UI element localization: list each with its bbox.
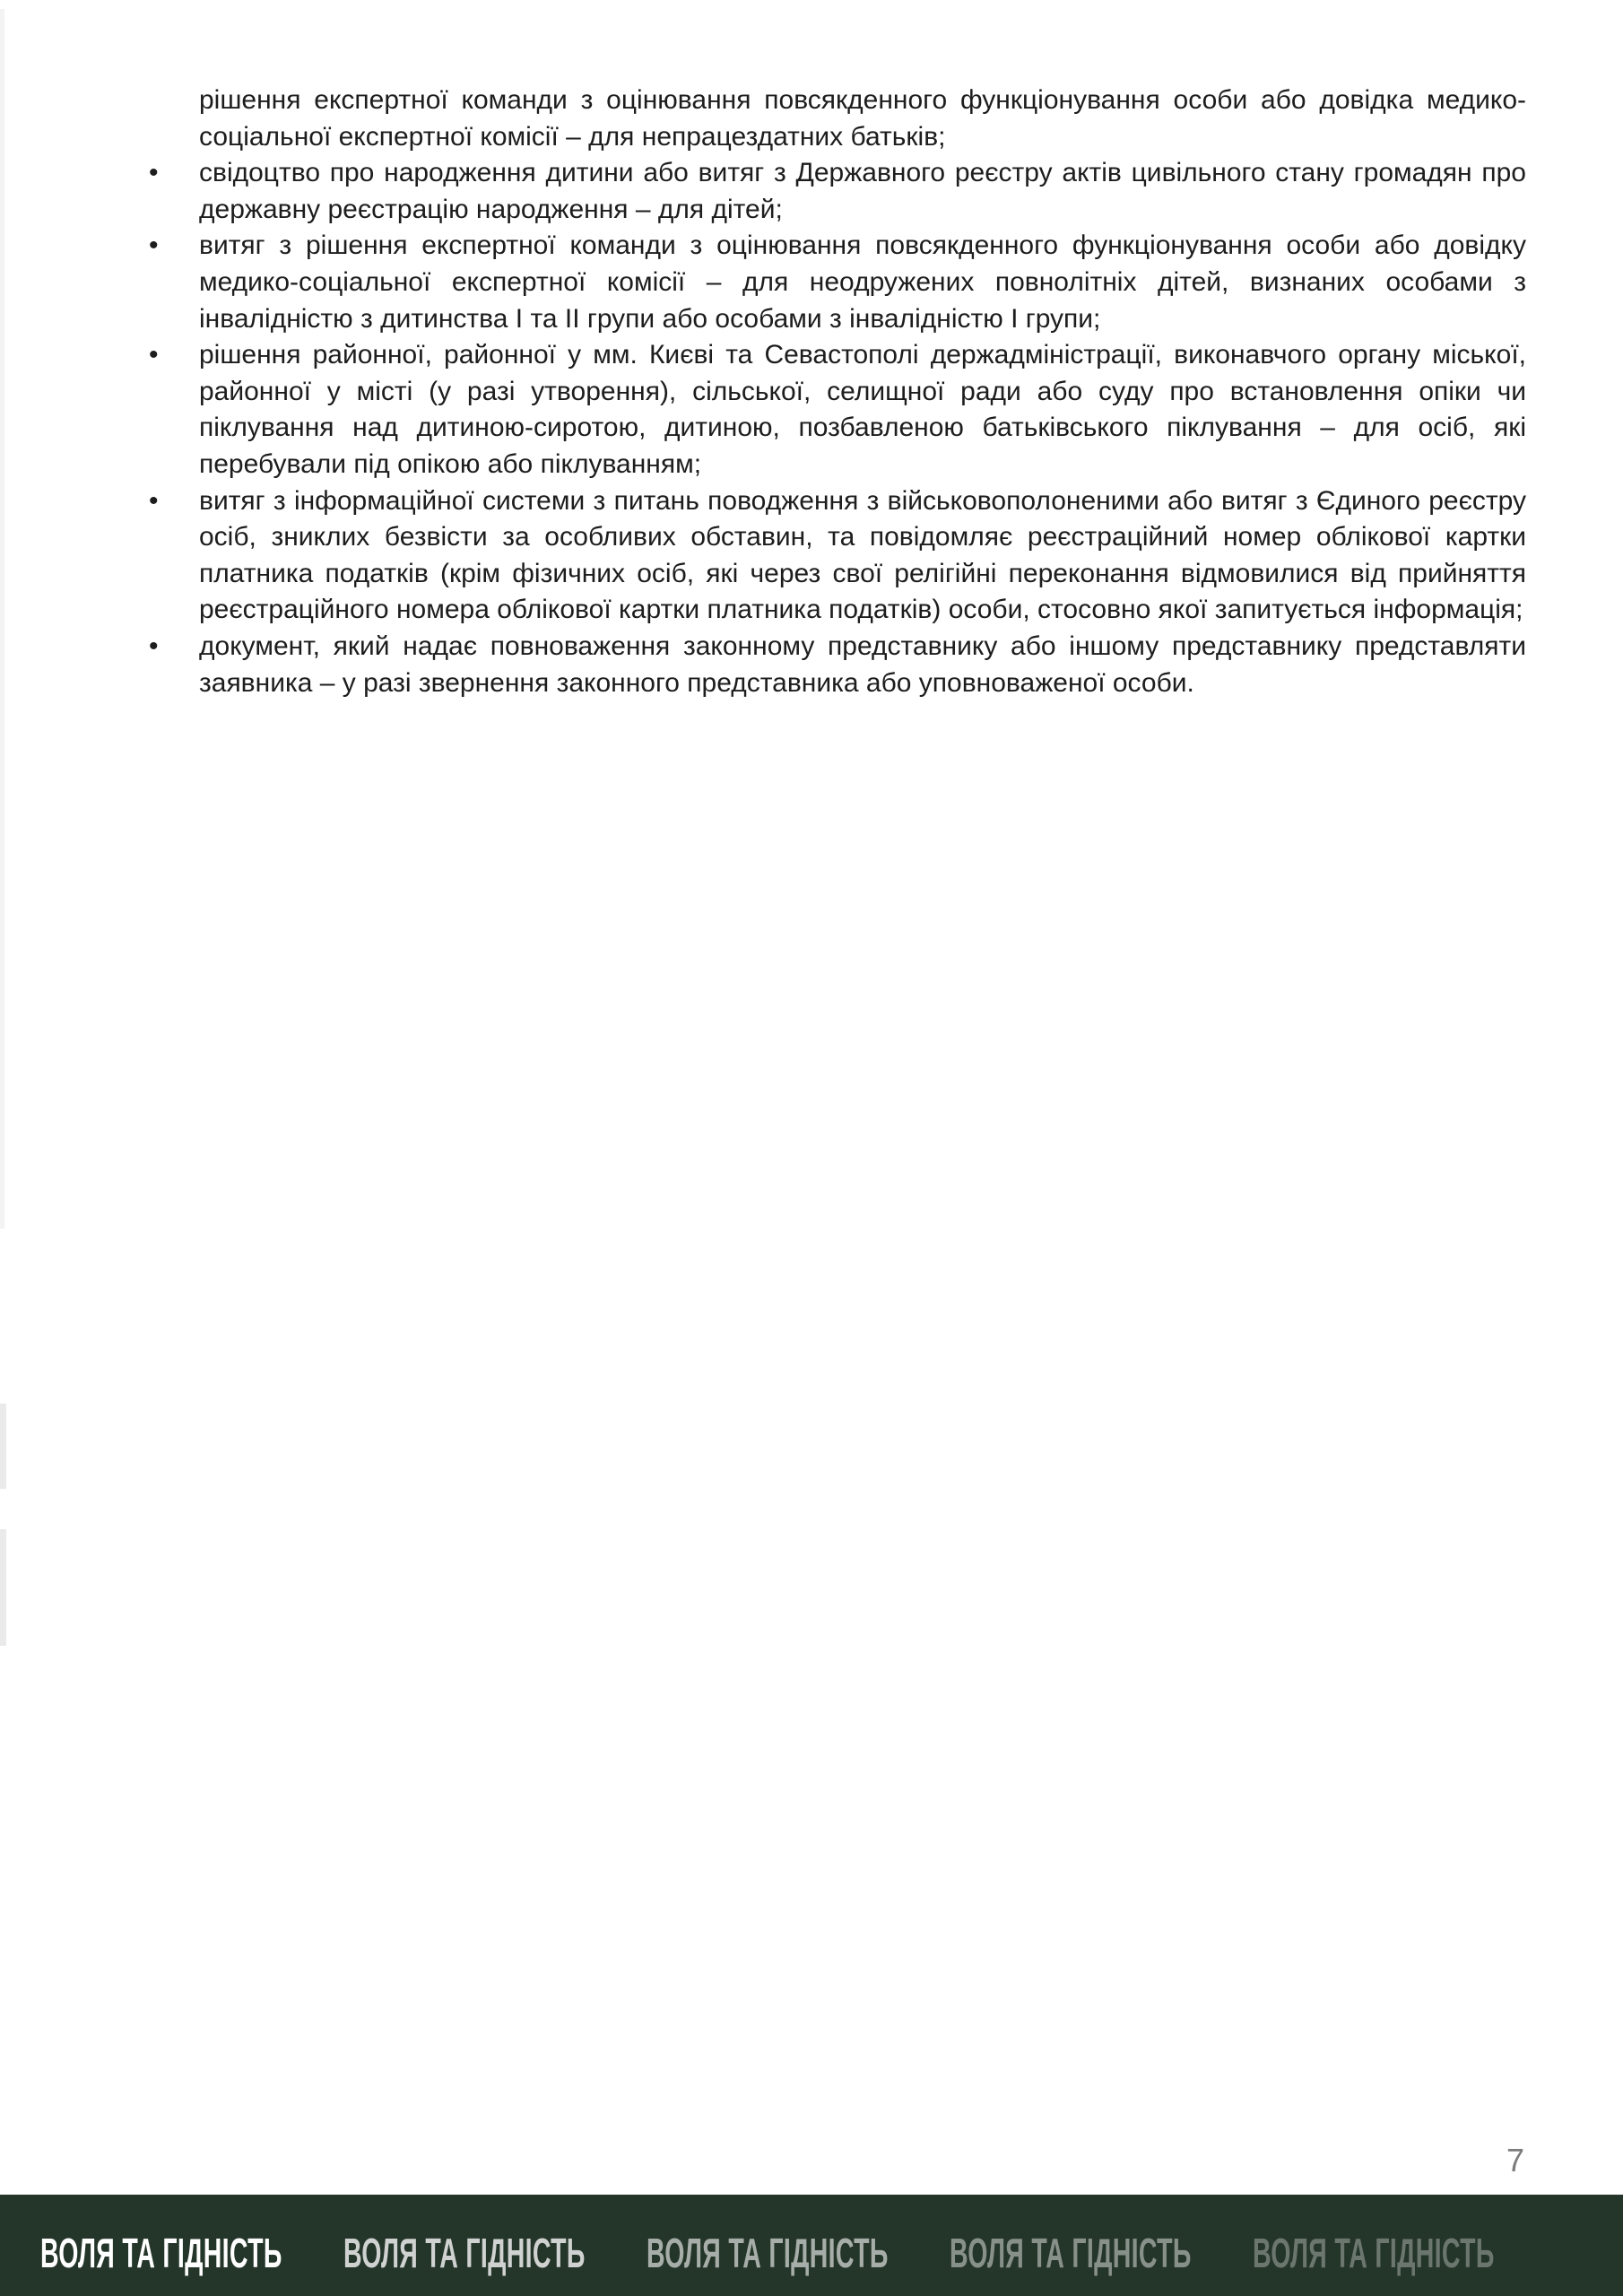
footer-slogan: ВОЛЯ ТА ГІДНІСТЬ	[647, 2230, 889, 2276]
page-number: 7	[1506, 2142, 1524, 2179]
footer-slogan: ВОЛЯ ТА ГІДНІСТЬ	[1253, 2230, 1495, 2276]
footer-slogan: ВОЛЯ ТА ГІДНІСТЬ	[950, 2230, 1192, 2276]
bullet-icon: •	[149, 230, 159, 261]
bullet-icon: •	[149, 158, 159, 188]
scan-edge-artifact	[0, 1529, 6, 1646]
list-item-text: витяг з рішення експертної команди з оцінювання повсякденного функціонування особи або довідку медико-соціальної експертної комісії – для неодружених повнолітніх дітей, визнаних особами з інвалідністю з дитинства І та ІІ групи або особами з інвалідністю І групи;	[199, 230, 1526, 334]
scan-edge-artifact	[0, 1404, 6, 1489]
list-item	[149, 629, 1526, 701]
list-item-text: рішення районної, районної у мм. Києві та Севастополі держадміністрації, виконавчого органу міської, районної у місті (у разі утворення), сільської, селищної ради або суду про встановлення опіки чи піклування над дитиною-сиротою, дитиною, позбавленою батьківського піклування – для осіб, які перебували під опікою або піклуванням;	[199, 340, 1526, 479]
scan-edge-artifact	[0, 9, 4, 1229]
list-item	[149, 228, 1526, 337]
footer-banner	[0, 2195, 1623, 2296]
bullet-icon: •	[149, 340, 159, 370]
paragraph-text: рішення експертної команди з оцінювання повсякденного функціонування особи або довідка медико-соціальної експертної комісії – для непрацездатних батьків;	[199, 85, 1526, 152]
paragraph-continuation	[199, 83, 1526, 155]
list-item-text: витяг з інформаційної системи з питань поводження з військовополоненими або витяг з Єдиного реєстру осіб, зниклих безвісти за особливих обставин, та повідомляє реєстраційний номер облікової картки платника податків (крім фізичних осіб, які через свої релігійні переконання відмовилися від прийняття реєстраційного номера облікової картки платника податків) особи, стосовно якої запитується інформація;	[199, 485, 1526, 625]
bullet-icon: •	[149, 631, 159, 661]
list-item	[149, 337, 1526, 483]
list-item	[149, 155, 1526, 228]
list-item	[149, 483, 1526, 629]
footer-slogan: ВОЛЯ ТА ГІДНІСТЬ	[343, 2230, 586, 2276]
list-item-text: документ, який надає повноваження законному представнику або іншому представнику представляти заявника – у разі звернення законного представника або уповноваженої особи.	[199, 631, 1526, 698]
bullet-icon: •	[149, 485, 159, 516]
document-body	[149, 83, 1526, 701]
footer-slogan: ВОЛЯ ТА ГІДНІСТЬ	[40, 2230, 282, 2276]
list-item-text: свідоцтво про народження дитини або витяг з Державного реєстру актів цивільного стану громадян про державну реєстрацію народження – для дітей;	[199, 158, 1526, 224]
